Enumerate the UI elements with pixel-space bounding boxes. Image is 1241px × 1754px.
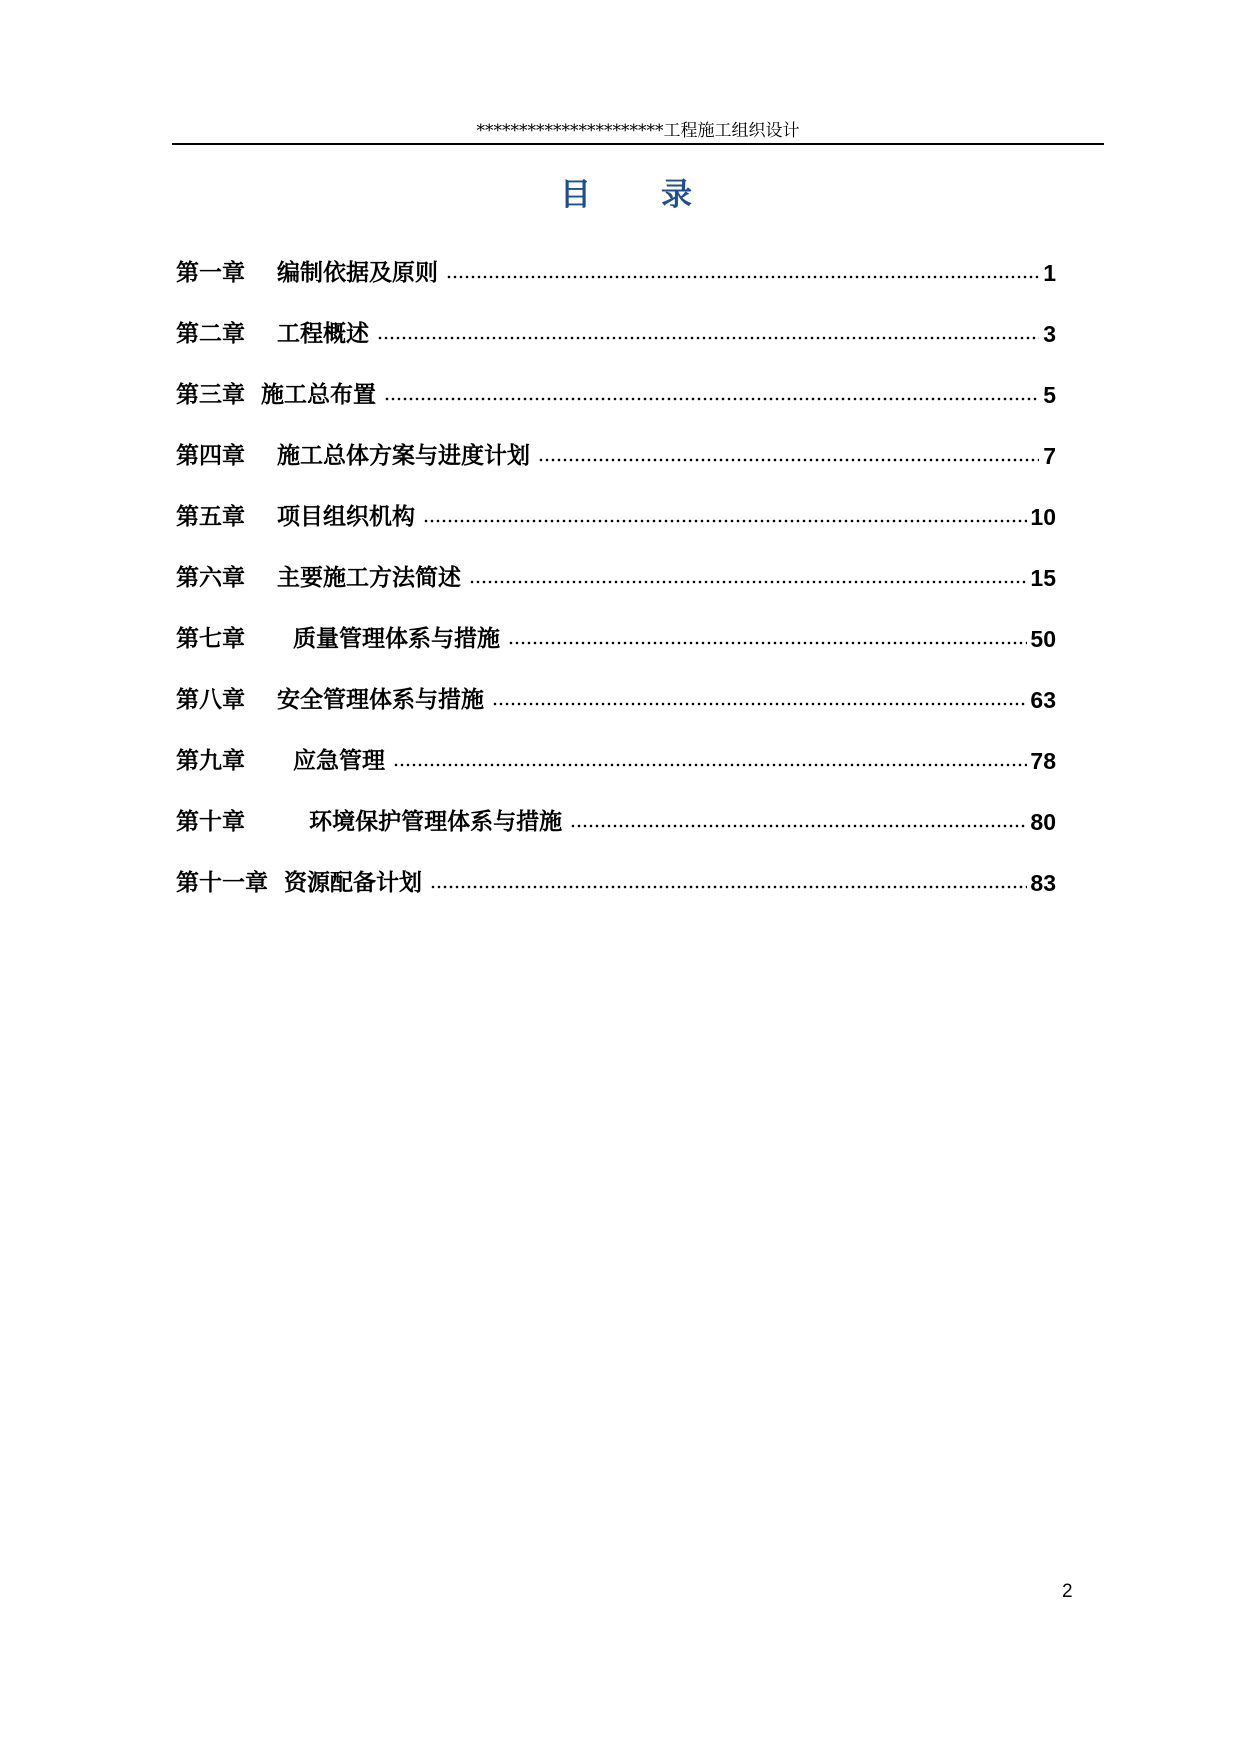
toc-separator: [245, 258, 277, 288]
toc-page-number: 7: [1043, 442, 1056, 469]
toc-entry-9[interactable]: [176, 730, 1056, 791]
dot-leader: [430, 885, 1027, 889]
toc-title-char-1: 目: [560, 177, 591, 213]
toc-entry-title: 应急管理: [293, 747, 386, 774]
toc-page-number: 3: [1043, 320, 1056, 347]
toc-entry-10[interactable]: [176, 791, 1056, 852]
dot-leader: [570, 824, 1027, 828]
dot-leader: [393, 763, 1027, 767]
toc-entry-7[interactable]: [176, 608, 1056, 669]
toc-entry-1[interactable]: [176, 242, 1056, 303]
toc-chapter-label: 第六章: [176, 564, 245, 591]
toc-entry-3[interactable]: [176, 364, 1056, 425]
toc-page-number: 15: [1030, 564, 1056, 591]
toc-chapter-label: 第十章: [176, 808, 245, 835]
dot-leader: [538, 458, 1039, 462]
toc-entry-title: 工程概述: [277, 320, 370, 347]
toc-separator: [268, 868, 284, 898]
toc-page-number: 10: [1030, 503, 1056, 530]
running-header: **********************工程施工组织设计: [476, 121, 800, 141]
toc-chapter-label: 第五章: [176, 503, 245, 530]
toc-separator: [245, 624, 293, 654]
toc-entry-11[interactable]: [176, 852, 1056, 913]
toc-separator: [245, 807, 309, 837]
toc-entry-title: 安全管理体系与措施: [277, 686, 485, 713]
toc-chapter-label: 第九章: [176, 747, 245, 774]
toc-chapter-label: 第十一章: [176, 869, 268, 896]
toc-page-number: 80: [1030, 808, 1056, 835]
toc-entry-title: 项目组织机构: [277, 503, 416, 530]
toc-separator: [245, 441, 277, 471]
toc-title: [560, 172, 692, 218]
toc-entry-title: 主要施工方法简述: [277, 564, 462, 591]
toc-list: [176, 242, 1056, 913]
toc-page-number: 1: [1043, 259, 1056, 286]
toc-separator: [245, 380, 261, 410]
toc-entry-title: 环境保护管理体系与措施: [309, 808, 563, 835]
toc-chapter-label: 第四章: [176, 442, 245, 469]
header-rule: [172, 143, 1104, 145]
toc-entry-5[interactable]: [176, 486, 1056, 547]
toc-separator: [245, 746, 293, 776]
toc-entry-title: 质量管理体系与措施: [293, 625, 501, 652]
toc-entry-title: 施工总布置: [261, 381, 377, 408]
dot-leader: [423, 519, 1027, 523]
toc-title-char-2: 录: [661, 177, 692, 213]
toc-entry-title: 施工总体方案与进度计划: [277, 442, 531, 469]
toc-chapter-label: 第七章: [176, 625, 245, 652]
dot-leader: [377, 336, 1039, 340]
toc-entry-4[interactable]: [176, 425, 1056, 486]
toc-entry-title: 资源配备计划: [284, 869, 423, 896]
toc-entry-2[interactable]: [176, 303, 1056, 364]
dot-leader: [492, 702, 1027, 706]
toc-chapter-label: 第二章: [176, 320, 245, 347]
toc-page-number: 5: [1043, 381, 1056, 408]
dot-leader: [384, 397, 1039, 401]
toc-page-number: 63: [1030, 686, 1056, 713]
toc-entry-6[interactable]: [176, 547, 1056, 608]
toc-page-number: 50: [1030, 625, 1056, 652]
dot-leader: [508, 641, 1027, 645]
toc-page-number: 83: [1030, 869, 1056, 896]
toc-chapter-label: 第一章: [176, 259, 245, 286]
toc-separator: [245, 563, 277, 593]
dot-leader: [469, 580, 1027, 584]
toc-page-number: 78: [1030, 747, 1056, 774]
toc-separator: [245, 685, 277, 715]
dot-leader: [446, 275, 1039, 279]
toc-chapter-label: 第三章: [176, 381, 245, 408]
toc-chapter-label: 第八章: [176, 686, 245, 713]
toc-separator: [245, 319, 277, 349]
page-number: 2: [1062, 1581, 1073, 1602]
toc-entry-8[interactable]: [176, 669, 1056, 730]
toc-entry-title: 编制依据及原则: [277, 259, 439, 286]
toc-separator: [245, 502, 277, 532]
